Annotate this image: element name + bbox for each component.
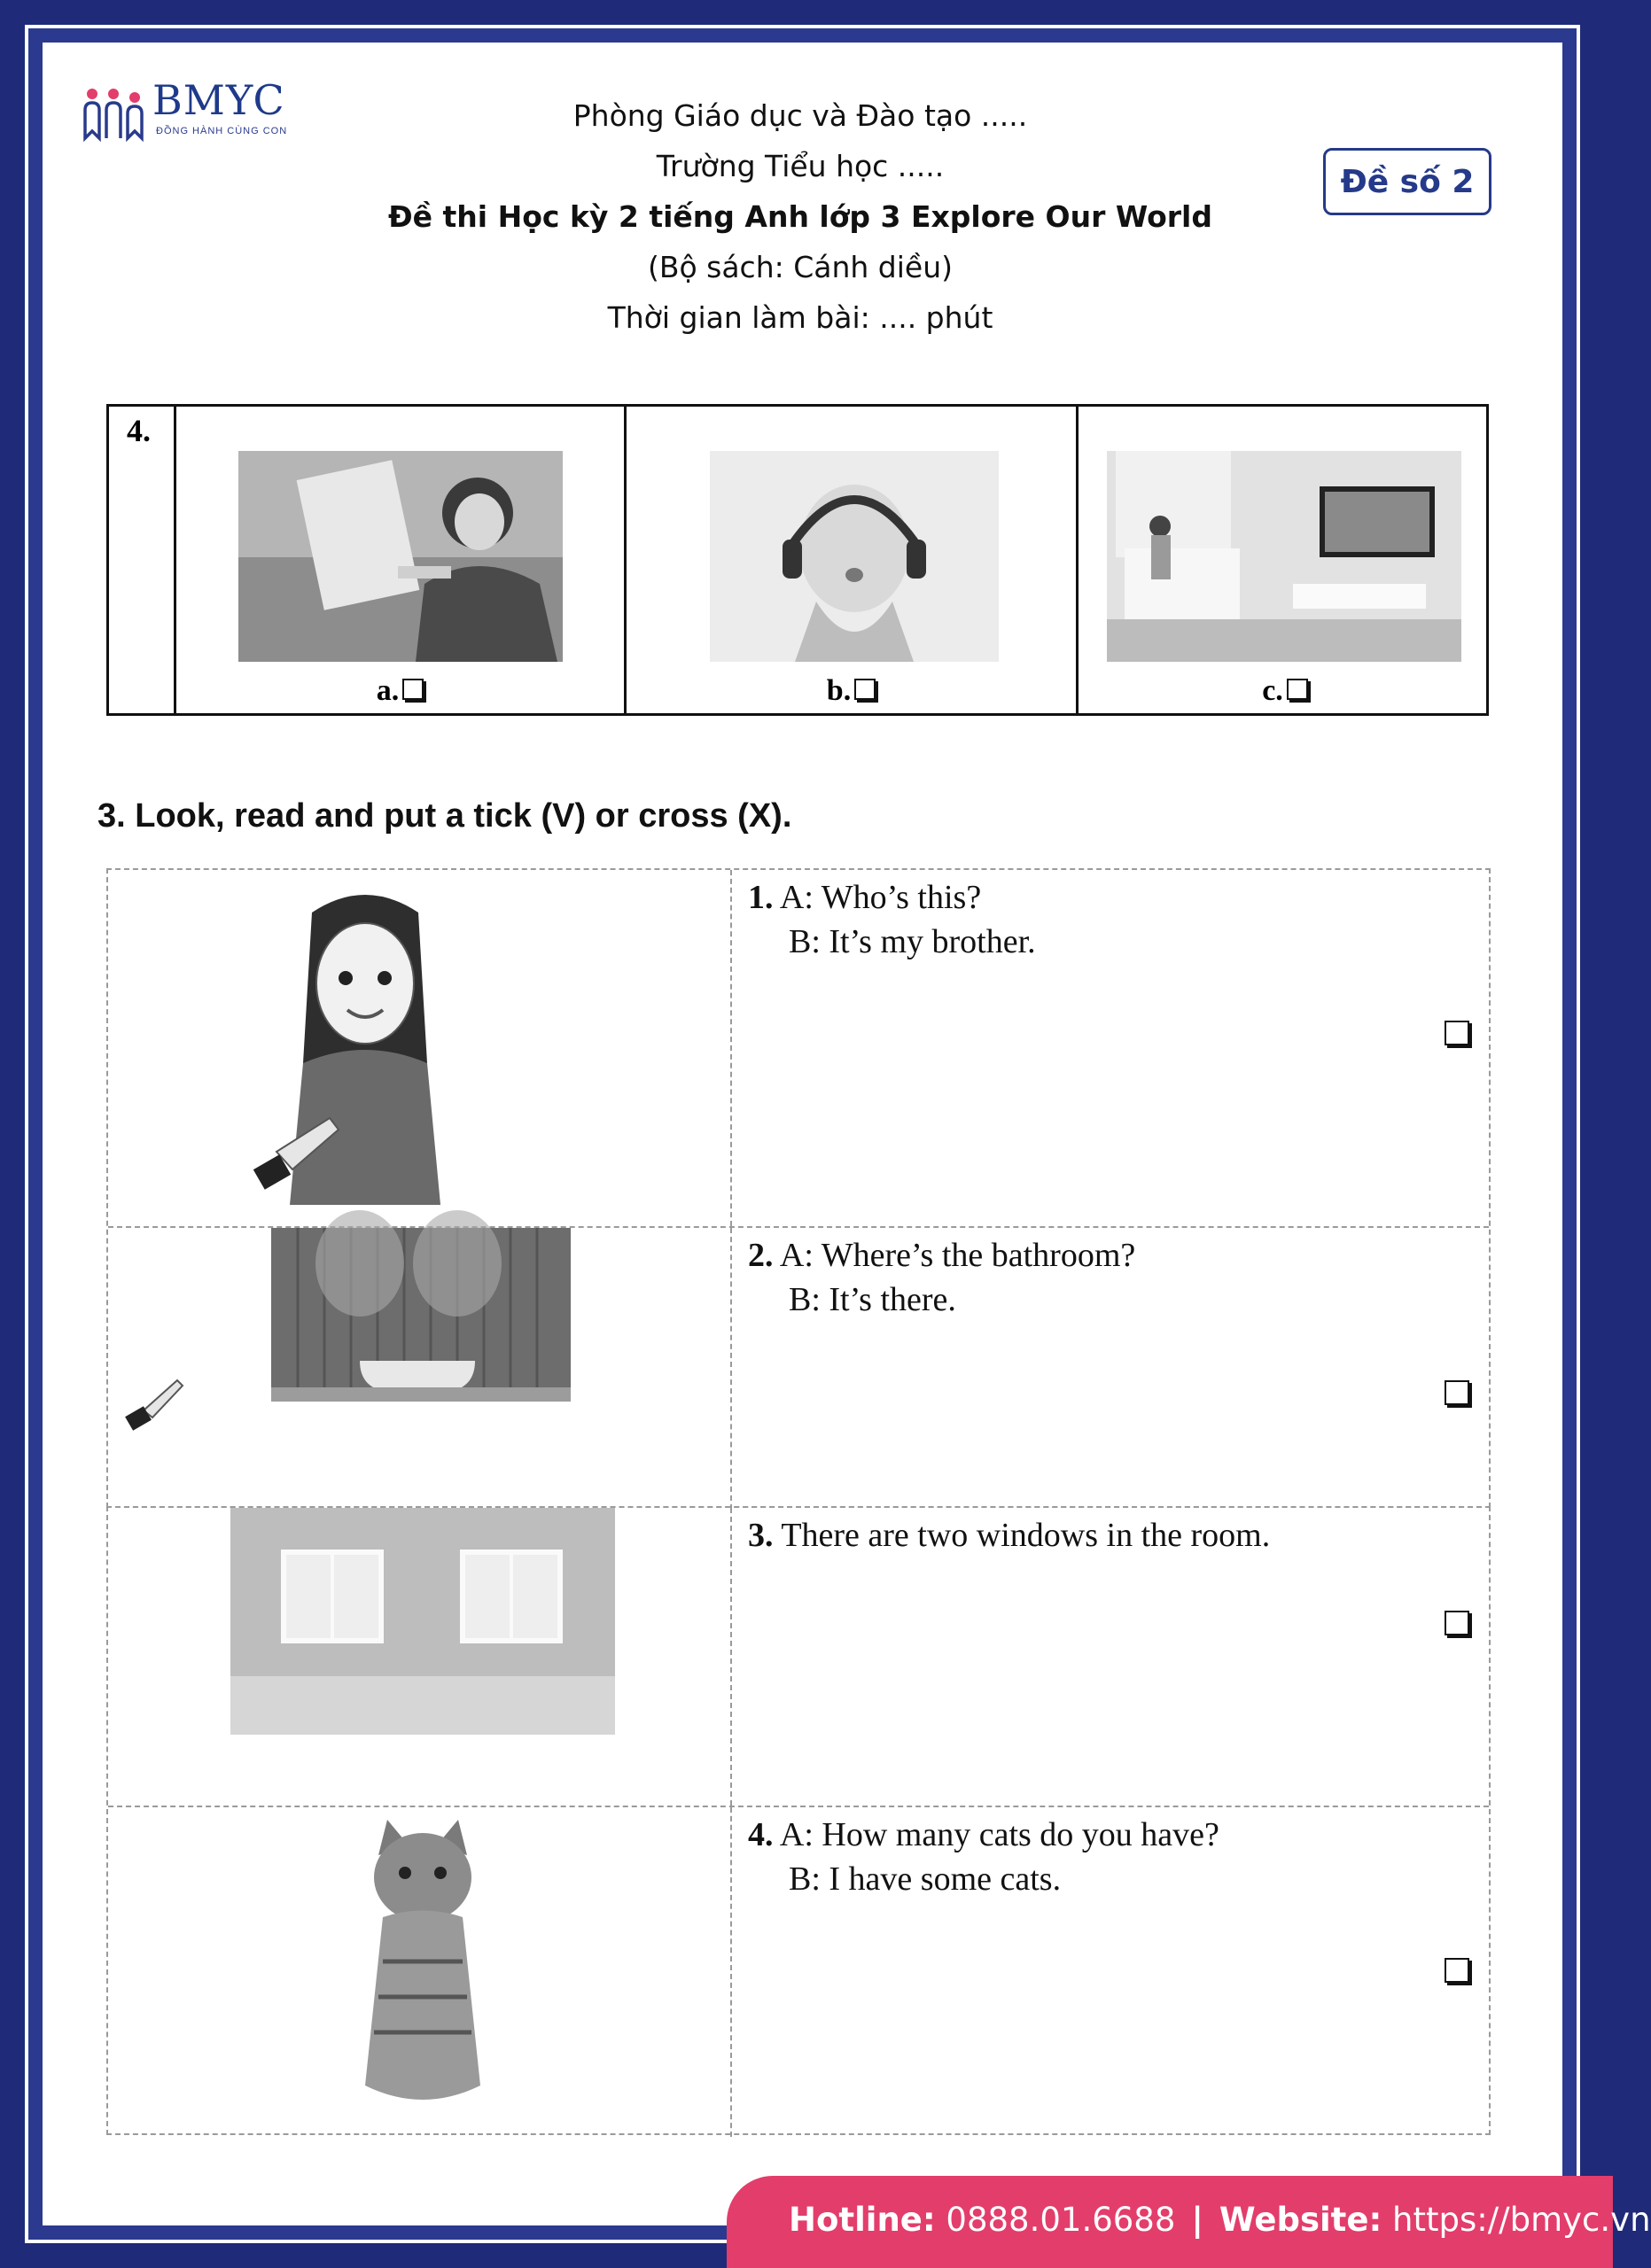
option-a-label: a. [176,674,624,708]
exercise-2-text: 2. A: Where’s the bathroom? B: It’s there. [748,1237,1136,1318]
cat-image [347,1820,498,2114]
pointing-hand-icon [124,1375,186,1430]
girl-painting-image [238,451,563,662]
logo-text: BMYC [152,76,285,124]
room-windows-image [230,1508,615,1735]
footer-contact [789,2201,1651,2239]
tick-box-4[interactable] [1445,1958,1469,1983]
checkbox-c[interactable] [1287,679,1308,700]
header-duration: Thời gian làm bài: .... phút [607,300,993,335]
header-school: Trường Tiểu học ..... [656,149,945,183]
girl-watching-tv-image [1107,451,1461,662]
tick-box-1[interactable] [1445,1021,1469,1045]
exercise-row-1 [108,870,1489,1226]
header-book-series: (Bộ sách: Cánh diều) [647,250,954,284]
logo-tagline: ĐỒNG HÀNH CÙNG CON [156,126,288,136]
exercise-text-cell [732,870,1489,1226]
exercise-row-3 [108,1508,1489,1806]
question-number-cell [109,407,176,713]
exercise-text-cell [732,1807,1489,2137]
website-label: Website: [1219,2201,1382,2239]
exercise-text-cell [732,1228,1489,1510]
section-3-title: 3. Look, read and put a tick (V) or cross (X). [97,797,792,835]
website-link[interactable]: https://bmyc.vn [1382,2201,1651,2239]
exam-header [308,90,1292,343]
exercise-row-2 [108,1226,1489,1510]
question-4-table [106,404,1489,716]
exercise-grid-2 [106,1506,1491,2135]
exercise-1-text: 1. A: Who’s this? B: It’s my brother. [748,879,1036,960]
header-department: Phòng Giáo dục và Đào tạo ..... [572,98,1028,133]
exam-number-badge: Đề số 2 [1323,148,1491,215]
logo-figures-icon [80,76,151,147]
girl-pointing-image [250,886,480,1223]
worksheet-page [43,43,1562,2225]
bmyc-logo [80,76,310,147]
tick-box-2[interactable] [1445,1380,1469,1405]
footer-separator: | [1191,2201,1203,2239]
exercise-image-cell [108,1807,732,2137]
question-number: 4. [127,413,151,448]
exercise-grid-1 [106,868,1491,1508]
option-b-cell [627,407,1079,713]
exam-title: Đề thi Học kỳ 2 tiếng Anh lớp 3 Explore Our World [388,199,1212,234]
option-c-label: c. [1079,674,1491,708]
option-c-cell [1079,407,1491,713]
checkbox-a[interactable] [402,679,424,700]
exercise-text-cell [732,1508,1489,1806]
hotline-number[interactable]: 0888.01.6688 [935,2201,1176,2239]
exercise-3-text: 3. There are two windows in the room. [748,1517,1271,1554]
checkbox-b[interactable] [854,679,876,700]
option-b-label: b. [627,674,1076,708]
exercise-4-text: 4. A: How many cats do you have? B: I have some cats. [748,1816,1219,1898]
exercise-row-4 [108,1806,1489,2137]
bathroom-image [271,1228,571,1402]
hotline-label: Hotline: [789,2201,936,2239]
tick-box-3[interactable] [1445,1611,1469,1635]
exercise-image-cell [108,1228,732,1510]
exercise-image-cell [108,870,732,1226]
exercise-image-cell [108,1508,732,1806]
option-a-cell [176,407,627,713]
girl-headphones-image [710,451,999,662]
